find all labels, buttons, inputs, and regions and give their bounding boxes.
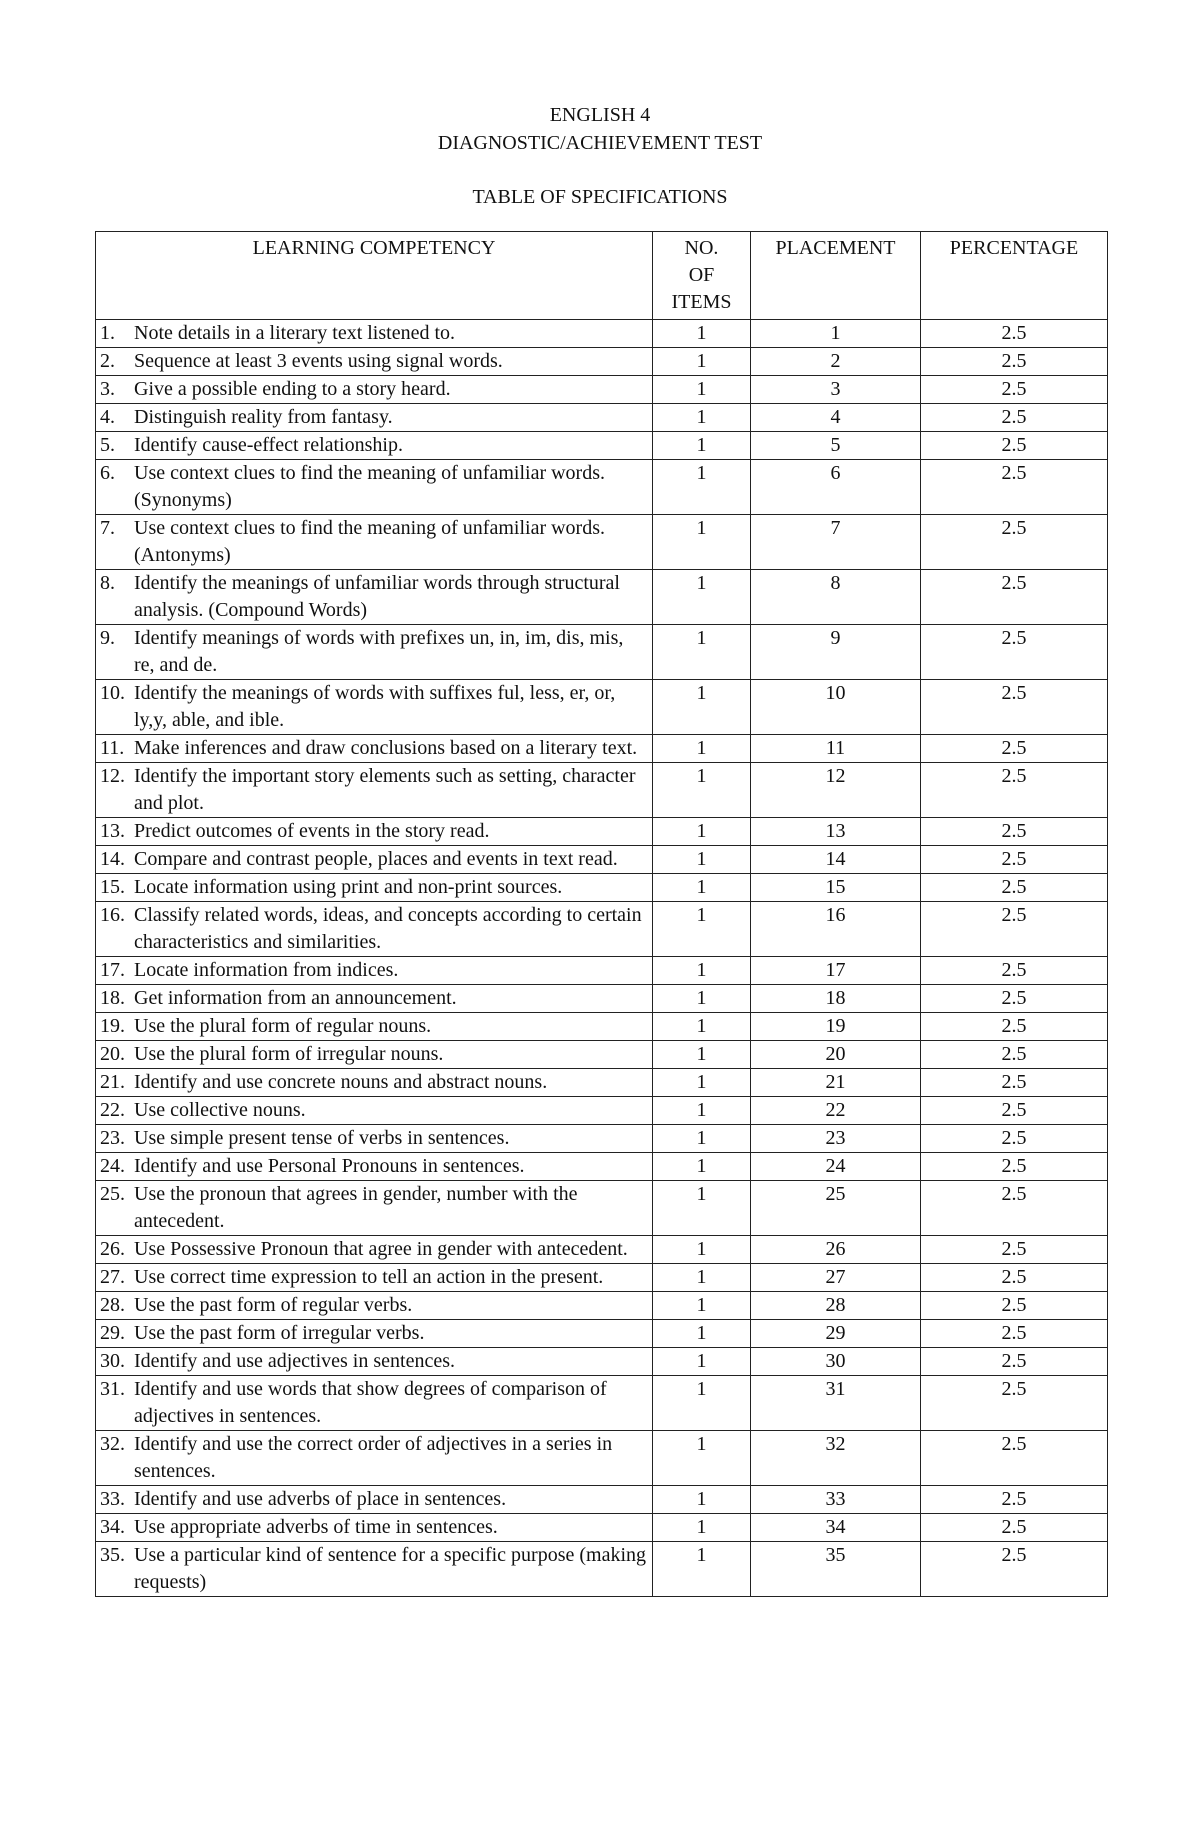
competency-item [100,348,648,375]
items-cell: 1 [653,1486,751,1514]
percentage-cell: 2.5 [921,874,1108,902]
competency-number: 18. [100,987,125,1009]
competency-text: Use the pronoun that agrees in gender, number with the antecedent. [134,1183,578,1232]
placement-cell: 19 [751,1013,921,1041]
competency-number: 34. [100,1516,125,1538]
items-cell: 1 [653,1514,751,1542]
competency-text: Locate information using print and non-print sources. [134,876,563,898]
items-cell: 1 [653,320,751,348]
competency-number: 13. [100,820,125,842]
table-row [96,404,1108,432]
items-cell: 1 [653,1153,751,1181]
competency-item [100,957,648,984]
placement-cell: 11 [751,735,921,763]
percentage-cell: 2.5 [921,460,1108,515]
table-row [96,625,1108,680]
table-row [96,1486,1108,1514]
competency-number: 35. [100,1544,125,1566]
percentage-cell: 2.5 [921,735,1108,763]
placement-cell: 31 [751,1376,921,1431]
percentage-cell: 2.5 [921,1320,1108,1348]
percentage-cell: 2.5 [921,1041,1108,1069]
items-cell: 1 [653,1097,751,1125]
items-cell: 1 [653,1264,751,1292]
column-header-items-line: OF [688,264,715,286]
competency-cell [96,1514,653,1542]
competency-cell [96,874,653,902]
competency-item [100,1069,648,1096]
column-header-items-line: NO. [684,237,719,259]
table-row [96,818,1108,846]
competency-item [100,432,648,459]
competency-cell [96,1348,653,1376]
competency-number: 27. [100,1266,125,1288]
table-row [96,902,1108,957]
placement-cell: 25 [751,1181,921,1236]
placement-cell: 3 [751,376,921,404]
table-row [96,1041,1108,1069]
placement-cell: 32 [751,1431,921,1486]
competency-cell [96,957,653,985]
competency-item [100,1320,648,1347]
placement-cell: 29 [751,1320,921,1348]
items-cell: 1 [653,846,751,874]
items-cell: 1 [653,1013,751,1041]
percentage-cell: 2.5 [921,763,1108,818]
competency-text: Identify and use words that show degrees of comparison of adjectives in sentences. [134,1378,607,1427]
competency-number: 5. [100,434,115,456]
placement-cell: 22 [751,1097,921,1125]
table-row [96,985,1108,1013]
competency-cell [96,348,653,376]
competency-item [100,1431,648,1485]
competency-cell [96,902,653,957]
competency-item [100,376,648,403]
competency-cell [96,432,653,460]
table-row [96,1431,1108,1486]
competency-text: Identify the important story elements such as setting, character and plot. [134,765,636,814]
competency-cell [96,985,653,1013]
placement-cell: 7 [751,515,921,570]
competency-item [100,1376,648,1430]
competency-number: 14. [100,848,125,870]
placement-cell: 1 [751,320,921,348]
table-row [96,1013,1108,1041]
subject-heading: ENGLISH 4 [549,104,651,126]
placement-cell: 5 [751,432,921,460]
document-title: TABLE OF SPECIFICATIONS [472,186,728,208]
table-row [96,1125,1108,1153]
competency-text: Distinguish reality from fantasy. [134,406,393,428]
placement-cell: 6 [751,460,921,515]
table-row [96,874,1108,902]
competency-number: 23. [100,1127,125,1149]
percentage-cell: 2.5 [921,432,1108,460]
table-row [96,1097,1108,1125]
competency-text: Use the past form of regular verbs. [134,1294,413,1316]
competency-number: 30. [100,1350,125,1372]
competency-cell [96,735,653,763]
competency-cell [96,1153,653,1181]
competency-number: 19. [100,1015,125,1037]
competency-cell [96,515,653,570]
competency-cell [96,1013,653,1041]
percentage-cell: 2.5 [921,1376,1108,1431]
competency-text: Use the plural form of regular nouns. [134,1015,432,1037]
competency-item [100,1514,648,1541]
competency-number: 24. [100,1155,125,1177]
competency-item [100,1181,648,1235]
column-header-percentage: PERCENTAGE [921,232,1108,320]
competency-item [100,515,648,569]
items-cell: 1 [653,376,751,404]
competency-cell [96,625,653,680]
placement-cell: 2 [751,348,921,376]
competency-number: 28. [100,1294,125,1316]
percentage-cell: 2.5 [921,818,1108,846]
placement-cell: 18 [751,985,921,1013]
table-header-row [96,232,1108,320]
competency-number: 33. [100,1488,125,1510]
placement-cell: 13 [751,818,921,846]
percentage-cell: 2.5 [921,348,1108,376]
items-cell: 1 [653,1348,751,1376]
table-row [96,570,1108,625]
test-heading: DIAGNOSTIC/ACHIEVEMENT TEST [437,132,763,154]
percentage-cell: 2.5 [921,1292,1108,1320]
competency-item [100,1097,648,1124]
competency-text: Identify and use adjectives in sentences. [134,1350,455,1372]
competency-text: Identify and use concrete nouns and abstract nouns. [134,1071,548,1093]
competency-number: 17. [100,959,125,981]
competency-cell [96,818,653,846]
competency-cell [96,1069,653,1097]
table-row [96,376,1108,404]
placement-cell: 24 [751,1153,921,1181]
table-row [96,1153,1108,1181]
column-header-items [653,232,751,320]
placement-cell: 8 [751,570,921,625]
placement-cell: 23 [751,1125,921,1153]
competency-number: 22. [100,1099,125,1121]
table-row [96,735,1108,763]
table-row [96,1264,1108,1292]
competency-item [100,404,648,431]
placement-cell: 12 [751,763,921,818]
placement-cell: 33 [751,1486,921,1514]
competency-item [100,985,648,1012]
competency-cell [96,1181,653,1236]
competency-item [100,902,648,956]
competency-item [100,1041,648,1068]
items-cell: 1 [653,404,751,432]
competency-text: Use collective nouns. [134,1099,306,1121]
percentage-cell: 2.5 [921,680,1108,735]
competency-text: Give a possible ending to a story heard. [134,378,451,400]
competency-cell [96,1486,653,1514]
competency-text: Identify and use the correct order of adjectives in a series in sentences. [134,1433,613,1482]
items-cell: 1 [653,735,751,763]
items-cell: 1 [653,1376,751,1431]
table-body [96,320,1108,1597]
competency-cell [96,1236,653,1264]
competency-text: Use simple present tense of verbs in sentences. [134,1127,510,1149]
placement-cell: 28 [751,1292,921,1320]
items-cell: 1 [653,515,751,570]
competency-cell [96,460,653,515]
table-row [96,1181,1108,1236]
table-row [96,1348,1108,1376]
competency-text: Identify and use Personal Pronouns in sentences. [134,1155,525,1177]
items-cell: 1 [653,680,751,735]
competency-number: 6. [100,462,115,484]
items-cell: 1 [653,432,751,460]
competency-text: Identify the meanings of unfamiliar words through structural analysis. (Compound Words) [134,572,620,621]
competency-cell [96,404,653,432]
placement-cell: 14 [751,846,921,874]
competency-text: Use the plural form of irregular nouns. [134,1043,444,1065]
competency-item [100,1236,648,1263]
competency-text: Use Possessive Pronoun that agree in gender with antecedent. [134,1238,628,1260]
items-cell: 1 [653,1069,751,1097]
competency-text: Note details in a literary text listened to. [134,322,456,344]
competency-cell [96,1097,653,1125]
competency-item [100,1013,648,1040]
competency-cell [96,1292,653,1320]
table-row [96,348,1108,376]
competency-text: Use context clues to find the meaning of unfamiliar words. (Synonyms) [134,462,605,511]
percentage-cell: 2.5 [921,902,1108,957]
table-row [96,460,1108,515]
items-cell: 1 [653,763,751,818]
competency-number: 11. [100,737,125,759]
percentage-cell: 2.5 [921,404,1108,432]
competency-cell [96,1041,653,1069]
percentage-cell: 2.5 [921,376,1108,404]
percentage-cell: 2.5 [921,320,1108,348]
percentage-cell: 2.5 [921,1069,1108,1097]
competency-text: Use appropriate adverbs of time in sentences. [134,1516,498,1538]
competency-number: 32. [100,1433,125,1455]
competency-number: 3. [100,378,115,400]
placement-cell: 10 [751,680,921,735]
percentage-cell: 2.5 [921,625,1108,680]
items-cell: 1 [653,1292,751,1320]
competency-cell [96,376,653,404]
competency-number: 1. [100,322,115,344]
percentage-cell: 2.5 [921,1153,1108,1181]
competency-number: 10. [100,682,125,704]
competency-item [100,735,648,762]
percentage-cell: 2.5 [921,1264,1108,1292]
items-cell: 1 [653,1236,751,1264]
items-cell: 1 [653,957,751,985]
competency-cell [96,1264,653,1292]
placement-cell: 21 [751,1069,921,1097]
competency-text: Use context clues to find the meaning of unfamiliar words. (Antonyms) [134,517,605,566]
items-cell: 1 [653,1320,751,1348]
placement-cell: 15 [751,874,921,902]
placement-cell: 20 [751,1041,921,1069]
percentage-cell: 2.5 [921,1542,1108,1597]
percentage-cell: 2.5 [921,985,1108,1013]
competency-text: Use correct time expression to tell an action in the present. [134,1266,604,1288]
competency-item [100,680,648,734]
competency-item [100,570,648,624]
items-cell: 1 [653,348,751,376]
table-row [96,432,1108,460]
items-cell: 1 [653,570,751,625]
competency-item [100,1292,648,1319]
placement-cell: 30 [751,1348,921,1376]
competency-text: Classify related words, ideas, and concepts according to certain characteristics and similarities. [134,904,642,953]
placement-cell: 17 [751,957,921,985]
placement-cell: 34 [751,1514,921,1542]
competency-number: 31. [100,1378,125,1400]
table-row [96,846,1108,874]
competency-text: Compare and contrast people, places and events in text read. [134,848,618,870]
items-cell: 1 [653,874,751,902]
table-row [96,320,1108,348]
competency-number: 2. [100,350,115,372]
items-cell: 1 [653,1431,751,1486]
competency-text: Identify the meanings of words with suffixes ful, less, er, or, ly,y, able, and ible. [134,682,616,731]
placement-cell: 27 [751,1264,921,1292]
table-row [96,1376,1108,1431]
competency-cell [96,1431,653,1486]
competency-number: 15. [100,876,125,898]
competency-text: Identify and use adverbs of place in sentences. [134,1488,507,1510]
percentage-cell: 2.5 [921,570,1108,625]
competency-number: 25. [100,1183,125,1205]
competency-item [100,1125,648,1152]
placement-cell: 16 [751,902,921,957]
percentage-cell: 2.5 [921,1181,1108,1236]
percentage-cell: 2.5 [921,1431,1108,1486]
competency-item [100,818,648,845]
competency-text: Use the past form of irregular verbs. [134,1322,425,1344]
competency-number: 9. [100,627,115,649]
competency-item [100,1542,648,1596]
percentage-cell: 2.5 [921,1013,1108,1041]
competency-number: 29. [100,1322,125,1344]
specifications-table [95,231,1108,1597]
competency-item [100,874,648,901]
table-row [96,1320,1108,1348]
competency-text: Identify cause-effect relationship. [134,434,403,456]
competency-number: 26. [100,1238,125,1260]
competency-cell [96,1542,653,1597]
table-row [96,1542,1108,1597]
placement-cell: 26 [751,1236,921,1264]
placement-cell: 9 [751,625,921,680]
competency-cell [96,320,653,348]
percentage-cell: 2.5 [921,515,1108,570]
percentage-cell: 2.5 [921,1125,1108,1153]
items-cell: 1 [653,1041,751,1069]
percentage-cell: 2.5 [921,1097,1108,1125]
items-cell: 1 [653,985,751,1013]
placement-cell: 35 [751,1542,921,1597]
competency-item [100,320,648,347]
competency-text: Sequence at least 3 events using signal words. [134,350,503,372]
competency-item [100,460,648,514]
items-cell: 1 [653,625,751,680]
items-cell: 1 [653,1125,751,1153]
table-row [96,1069,1108,1097]
percentage-cell: 2.5 [921,1486,1108,1514]
table-row [96,763,1108,818]
items-cell: 1 [653,1181,751,1236]
table-row [96,957,1108,985]
competency-number: 20. [100,1043,125,1065]
table-row [96,680,1108,735]
competency-cell [96,1376,653,1431]
competency-text: Get information from an announcement. [134,987,457,1009]
competency-cell [96,763,653,818]
column-header-placement: PLACEMENT [751,232,921,320]
competency-text: Make inferences and draw conclusions based on a literary text. [134,737,638,759]
competency-cell [96,1320,653,1348]
percentage-cell: 2.5 [921,1236,1108,1264]
competency-cell [96,846,653,874]
competency-number: 12. [100,765,125,787]
placement-cell: 4 [751,404,921,432]
items-cell: 1 [653,902,751,957]
percentage-cell: 2.5 [921,957,1108,985]
items-cell: 1 [653,1542,751,1597]
percentage-cell: 2.5 [921,1348,1108,1376]
table-row [96,1292,1108,1320]
table-row [96,515,1108,570]
competency-item [100,1153,648,1180]
items-cell: 1 [653,818,751,846]
competency-item [100,763,648,817]
column-header-competency: LEARNING COMPETENCY [96,232,653,320]
percentage-cell: 2.5 [921,846,1108,874]
competency-text: Predict outcomes of events in the story read. [134,820,490,842]
items-cell: 1 [653,460,751,515]
competency-text: Use a particular kind of sentence for a specific purpose (making requests) [134,1544,647,1593]
competency-item [100,1264,648,1291]
competency-number: 8. [100,572,115,594]
table-row [96,1236,1108,1264]
competency-text: Locate information from indices. [134,959,399,981]
competency-number: 7. [100,517,115,539]
table-row [96,1514,1108,1542]
competency-item [100,625,648,679]
competency-number: 4. [100,406,115,428]
competency-item [100,846,648,873]
column-header-items-line: ITEMS [671,291,732,313]
competency-cell [96,680,653,735]
competency-cell [96,570,653,625]
percentage-cell: 2.5 [921,1514,1108,1542]
competency-cell [96,1125,653,1153]
competency-text: Identify meanings of words with prefixes un, in, im, dis, mis, re, and de. [134,627,624,676]
competency-item [100,1486,648,1513]
competency-item [100,1348,648,1375]
competency-number: 16. [100,904,125,926]
competency-number: 21. [100,1071,125,1093]
